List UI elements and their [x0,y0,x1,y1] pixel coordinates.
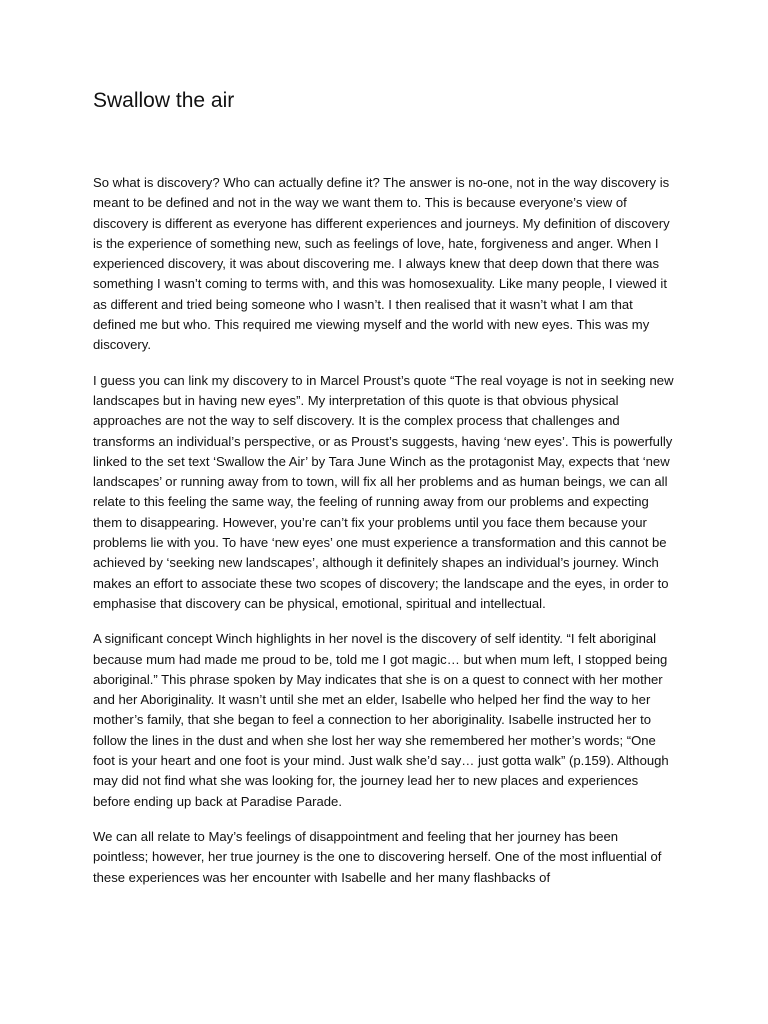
document-body [93,173,675,888]
document-title: Swallow the air [93,89,235,112]
paragraph-2: I guess you can link my discovery to in Marcel Proust’s quote “The real voyage is not in seeking new landscapes but in having new eyes”. My interpretation of this quote is that obvious physical approaches are not the way to self discovery. It is the complex process that challenges and transforms an individual’s perspective, or as Proust’s suggests, having ‘new eyes’. This is powerfully linked to the set text ‘Swallow the Air’ by Tara June Winch as the protagonist May, expects that ‘new landscapes’ or running away from to town, will fix all her problems and as human beings, we can all relate to this feeling the same way, the feeling of running away from our problems and expecting them to disappearing. However, you’re can’t fix your problems until you face them because your problems lie with you. To have ‘new eyes’ one must experience a transformation and this cannot be achieved by ‘seeking new landscapes’, although it definitely shapes an individual’s journey. Winch makes an effort to associate these two scopes of discovery; the landscape and the eyes, in order to emphasise that discovery can be physical, emotional, spiritual and intellectual. [93,372,674,611]
paragraph-4: We can all relate to May’s feelings of disappointment and feeling that her journey has been pointless; however, her true journey is the one to discovering herself. One of the most influential of these experiences was her encounter with Isabelle and her many flashbacks of [93,828,662,885]
paragraph-3: A significant concept Winch highlights in her novel is the discovery of self identity. “I felt aboriginal because mum had made me proud to be, told me I got magic… but when mum left, I stopped being aboriginal.” This phrase spoken by May indicates that she is on a quest to connect with her mother and her Aboriginality. It wasn’t until she met an elder, Isabelle who helped her find the way to her mother’s family, that she began to feel a connection to her aboriginality. Isabelle instructed her to follow the lines in the dust and when she lost her way she remembered her mother’s words; “One foot is your heart and one foot is your mind. Just walk she’d say… just gotta walk” (p.159). Although may did not find what she was looking for, the journey lead her to new places and experiences before ending up back at Paradise Parade. [93,631,669,809]
paragraph-1: So what is discovery? Who can actually define it? The answer is no-one, not in the way discovery is meant to be defined and not in the way we want them to. This is because everyone’s view of discovery is different as everyone has different experiences and journeys. My definition of discovery is the experience of something new, such as feelings of love, hate, forgiveness and anger. When I experienced discovery, it was about discovering me. I always knew that deep down that there was something I wasn’t coming to terms with, and this was homosexuality. Like many people, I viewed it as different and tried being someone who I wasn’t. I then realised that it wasn’t what I am that defined me but who. This required me viewing myself and the world with new eyes. This was my discovery. [93,175,670,353]
